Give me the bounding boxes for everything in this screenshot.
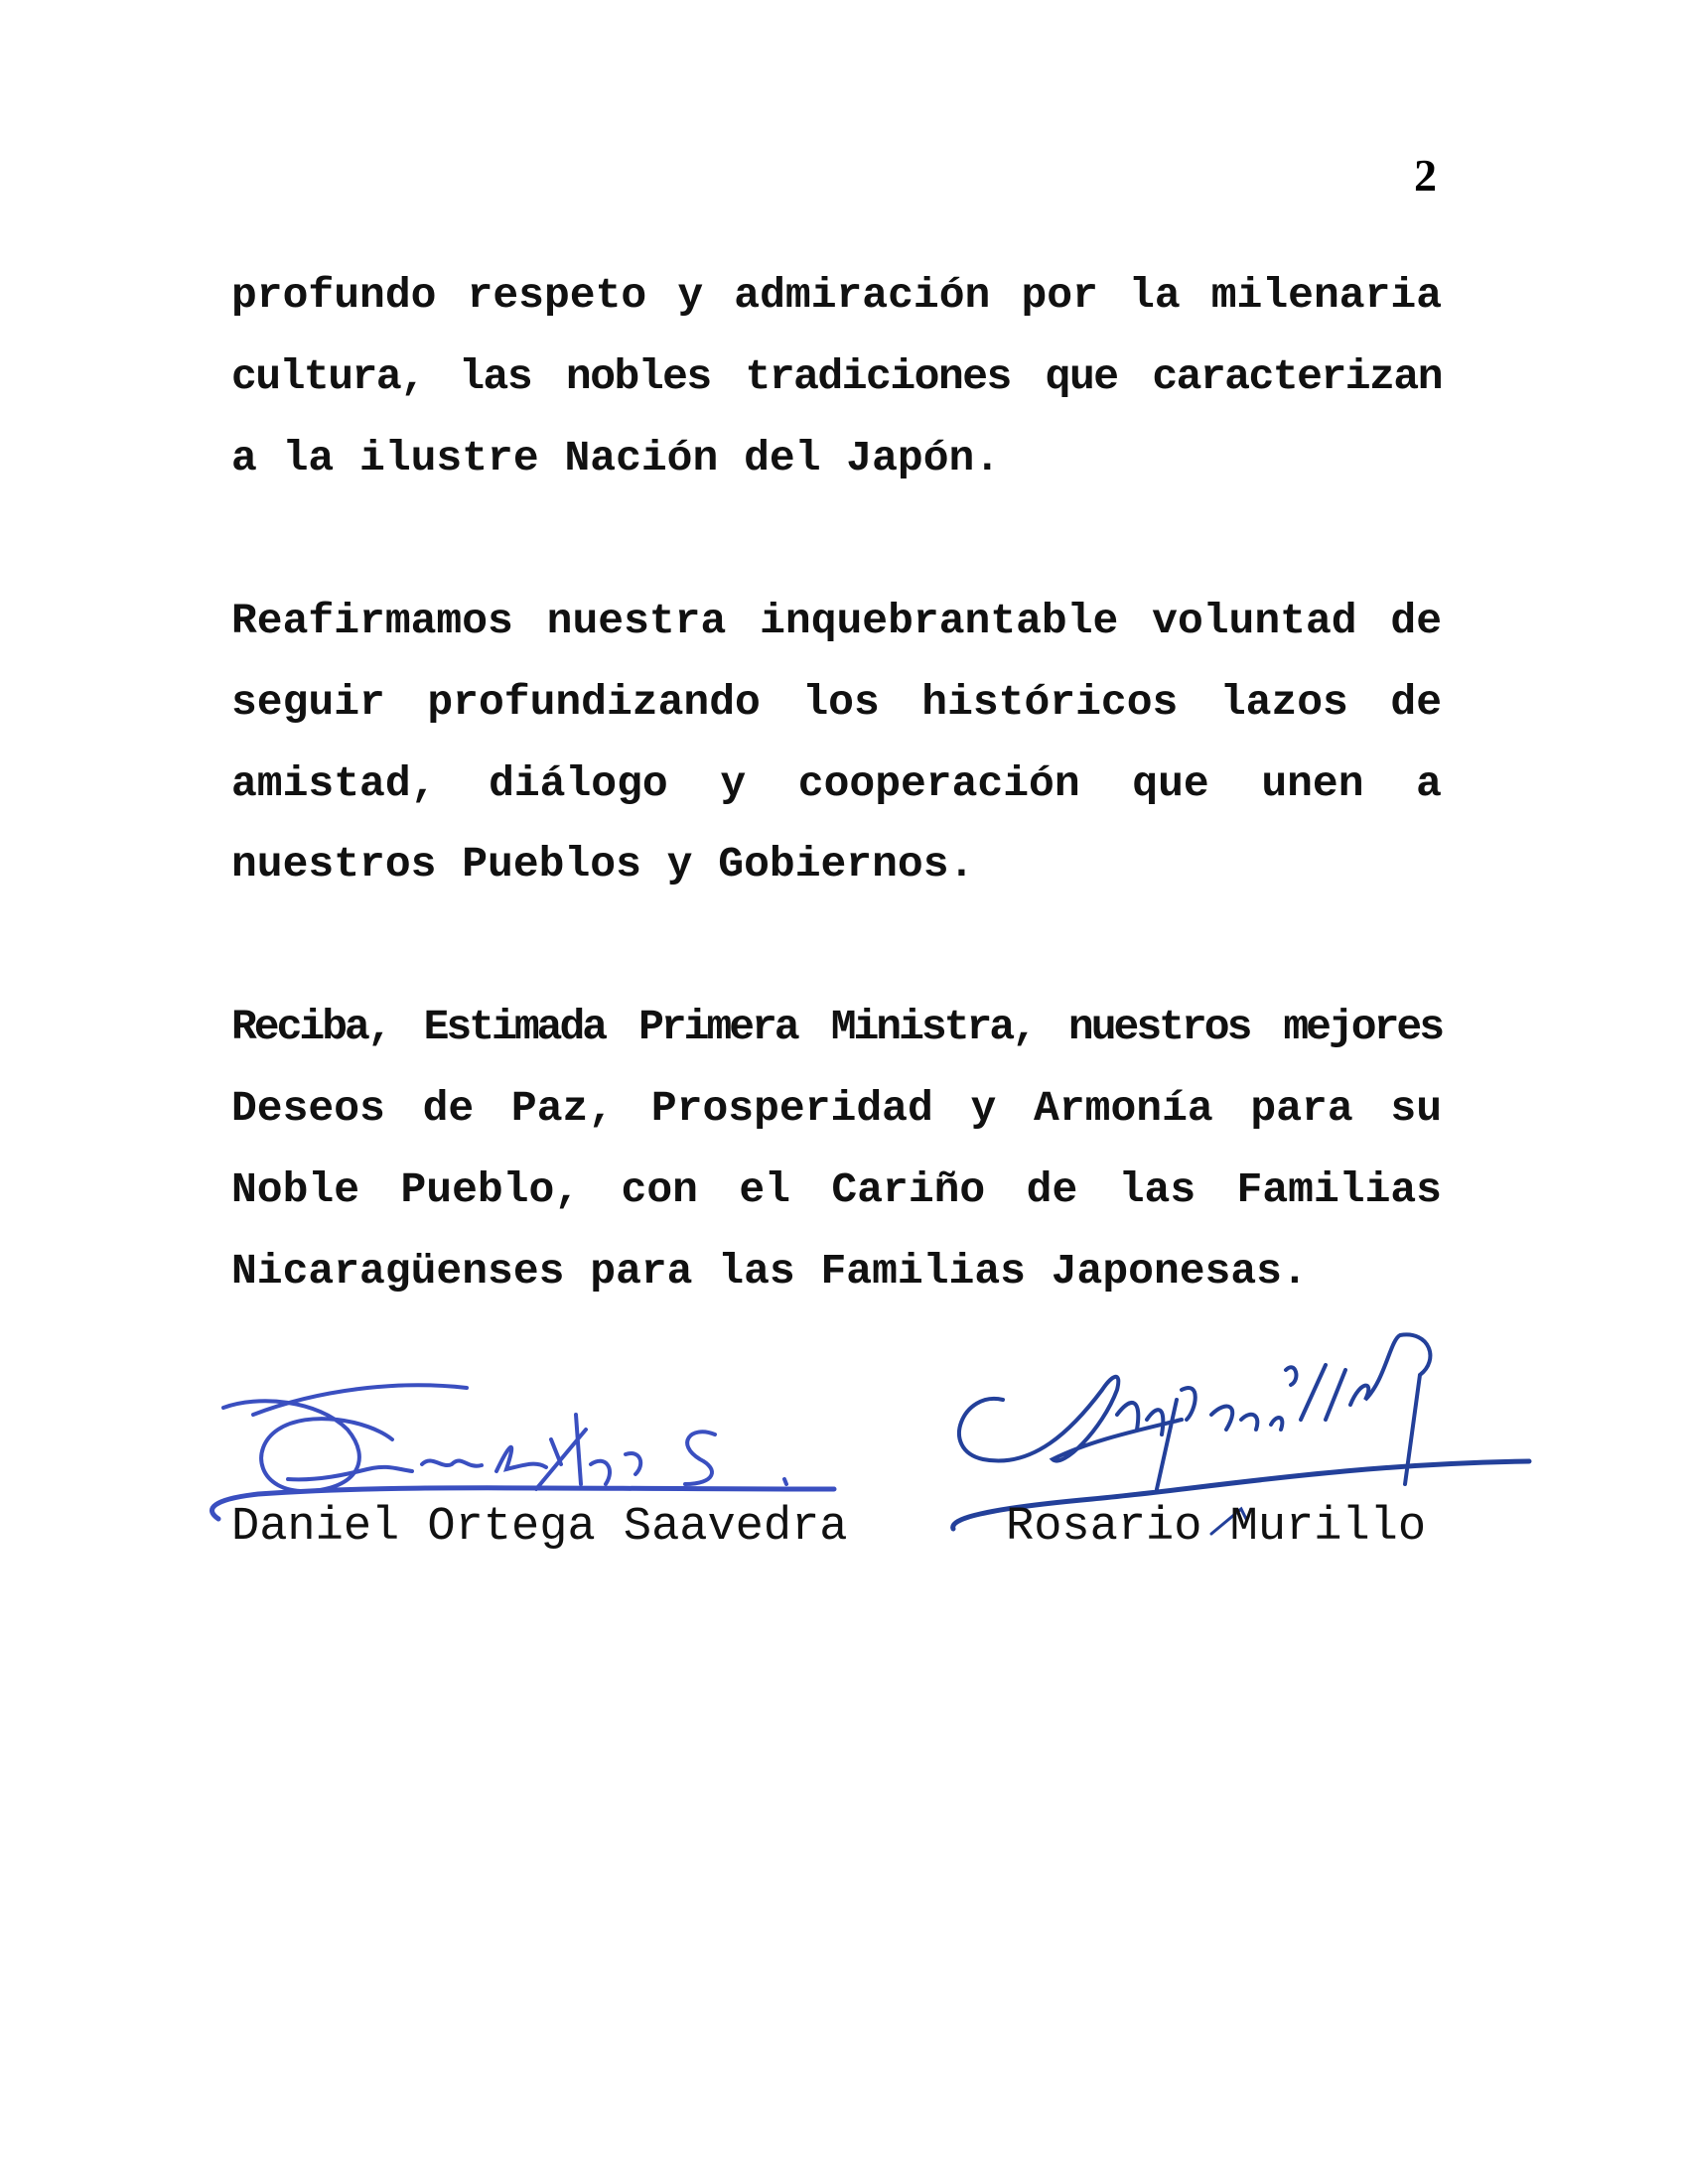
text-line: Reafirmamos nuestra inquebrantable voluntad de — [231, 597, 1442, 645]
text-line: Nicaragüenses para las Familias Japonesas. — [231, 1247, 1308, 1296]
text-line: Reciba, Estimada Primera Ministra, nuestros mejores — [231, 1003, 1442, 1051]
text-line: seguir profundizando los históricos lazos de — [231, 678, 1442, 727]
page-number: 2 — [1414, 150, 1437, 201]
signatory-name: Rosario Murillo — [1006, 1501, 1427, 1554]
signatory-name: Daniel Ortega Saavedra — [231, 1501, 848, 1554]
text-line: cultura, las nobles tradiciones que caracterizan — [231, 352, 1442, 401]
text-line: a la ilustre Nación del Japón. — [231, 434, 1001, 482]
text-line: amistad, diálogo y cooperación que unen a — [231, 759, 1442, 808]
text-line: nuestros Pueblos y Gobiernos. — [231, 840, 975, 888]
text-line: Noble Pueblo, con el Cariño de las Familias — [231, 1165, 1442, 1214]
signature-daniel-ortega — [199, 1370, 844, 1519]
text-line: Deseos de Paz, Prosperidad y Armonía para su — [231, 1084, 1442, 1133]
text-line: profundo respeto y admiración por la milenaria — [231, 271, 1442, 320]
